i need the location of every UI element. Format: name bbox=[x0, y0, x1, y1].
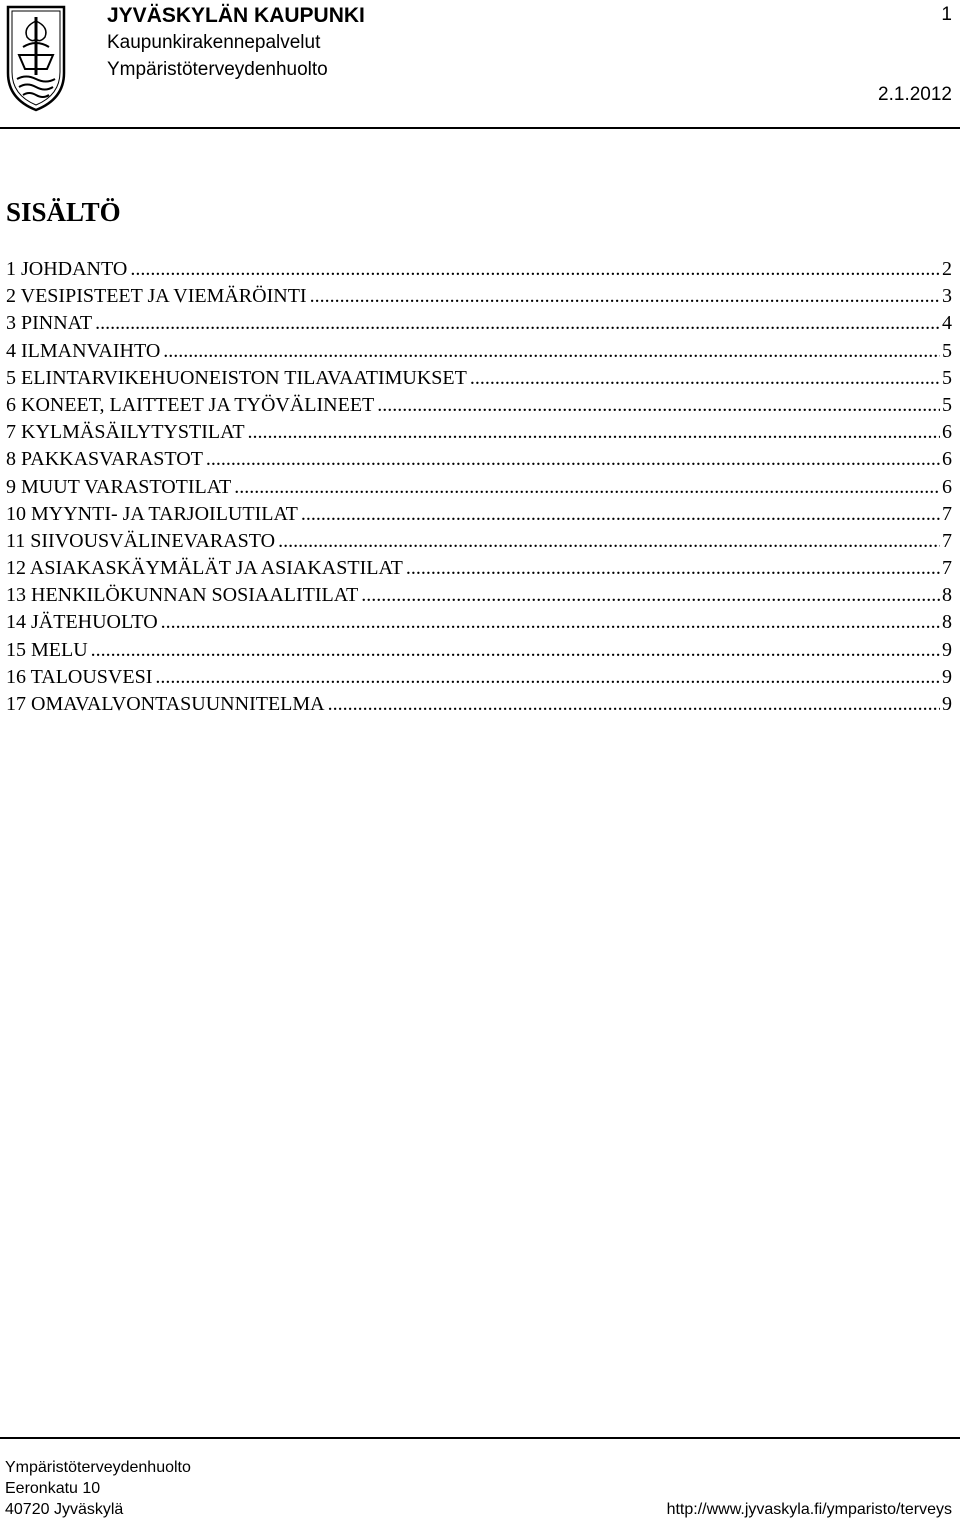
toc-entry-page: 5 bbox=[942, 366, 952, 389]
toc-entry-label: 7 KYLMÄSÄILYTYSTILAT bbox=[6, 421, 245, 444]
toc-entry[interactable] bbox=[6, 365, 952, 392]
unit-name: Ympäristöterveydenhuolto bbox=[107, 59, 328, 80]
toc-dot-leader bbox=[278, 528, 940, 555]
toc-entry[interactable] bbox=[6, 609, 952, 636]
toc-dot-leader bbox=[470, 365, 940, 392]
page-header bbox=[0, 0, 960, 128]
toc-entry[interactable] bbox=[6, 582, 952, 609]
toc-entry[interactable] bbox=[6, 691, 952, 718]
toc-entry-label: 8 PAKKASVARASTOT bbox=[6, 448, 203, 471]
document-date: 2.1.2012 bbox=[878, 84, 952, 105]
footer-postal: 40720 Jyväskylä bbox=[5, 1501, 124, 1518]
toc-entry-label: 4 ILMANVAIHTO bbox=[6, 339, 161, 362]
toc-dot-leader bbox=[248, 419, 940, 446]
toc-dot-leader bbox=[328, 691, 940, 718]
toc-entry-page: 5 bbox=[942, 393, 952, 416]
toc-entry-page: 9 bbox=[942, 693, 952, 715]
toc-entry-label: 1 JOHDANTO bbox=[6, 258, 128, 280]
page-footer bbox=[5, 1457, 952, 1520]
toc-entry[interactable] bbox=[6, 474, 952, 501]
toc-dot-leader bbox=[95, 310, 940, 337]
toc-dot-leader bbox=[361, 582, 940, 609]
organization-block bbox=[107, 3, 365, 83]
toc-entry[interactable] bbox=[6, 528, 952, 555]
toc-entry-label: 9 MUUT VARASTOTILAT bbox=[6, 475, 232, 498]
toc-entry-page: 7 bbox=[942, 502, 952, 525]
toc-entry[interactable] bbox=[6, 637, 952, 664]
toc-entry-page: 8 bbox=[942, 584, 952, 607]
toc-entry-label: 10 MYYNTI- JA TARJOILUTILAT bbox=[6, 502, 298, 525]
toc-entry-label: 14 JÄTEHUOLTO bbox=[6, 611, 158, 634]
toc-dot-leader bbox=[163, 338, 940, 365]
footer-divider bbox=[0, 1437, 960, 1439]
toc-entry-label: 2 VESIPISTEET JA VIEMÄRÖINTI bbox=[6, 285, 307, 308]
toc-entry-label: 16 TALOUSVESI bbox=[6, 665, 153, 688]
toc-entry-label: 5 ELINTARVIKEHUONEISTON TILAVAATIMUKSET bbox=[6, 366, 467, 389]
toc-entry[interactable] bbox=[6, 664, 952, 691]
toc-dot-leader bbox=[155, 664, 940, 691]
toc-entry[interactable] bbox=[6, 256, 952, 283]
toc-entry-page: 7 bbox=[942, 557, 952, 580]
toc-entry-label: 17 OMAVALVONTASUUNNITELMA bbox=[6, 693, 325, 715]
toc-dot-leader bbox=[406, 555, 940, 582]
toc-entry-page: 9 bbox=[942, 665, 952, 688]
table-of-contents bbox=[6, 256, 952, 718]
toc-entry[interactable] bbox=[6, 392, 952, 419]
toc-entry-page: 5 bbox=[942, 339, 952, 362]
toc-entry-page: 3 bbox=[942, 285, 952, 308]
toc-entry-page: 8 bbox=[942, 611, 952, 634]
toc-entry[interactable] bbox=[6, 310, 952, 337]
department-name: Kaupunkirakennepalvelut bbox=[107, 32, 321, 53]
toc-entry[interactable] bbox=[6, 419, 952, 446]
toc-dot-leader bbox=[310, 283, 940, 310]
toc-entry[interactable] bbox=[6, 446, 952, 473]
toc-entry-page: 6 bbox=[942, 475, 952, 498]
toc-entry-page: 9 bbox=[942, 638, 952, 661]
toc-entry[interactable] bbox=[6, 555, 952, 582]
toc-entry-page: 6 bbox=[942, 421, 952, 444]
toc-dot-leader bbox=[377, 392, 940, 419]
organization-name: JYVÄSKYLÄN KAUPUNKI bbox=[107, 4, 365, 27]
toc-entry-page: 6 bbox=[942, 448, 952, 471]
toc-dot-leader bbox=[301, 501, 940, 528]
toc-entry-page: 7 bbox=[942, 529, 952, 552]
toc-entry-label: 15 MELU bbox=[6, 638, 88, 661]
footer-url-link[interactable]: http://www.jyvaskyla.fi/ymparisto/terveys bbox=[666, 1501, 952, 1518]
toc-entry-label: 3 PINNAT bbox=[6, 312, 93, 335]
toc-dot-leader bbox=[161, 609, 940, 636]
city-crest-logo bbox=[5, 3, 67, 113]
footer-unit: Ympäristöterveydenhuolto bbox=[5, 1459, 191, 1476]
toc-entry-label: 6 KONEET, LAITTEET JA TYÖVÄLINEET bbox=[6, 393, 375, 416]
toc-entry[interactable] bbox=[6, 501, 952, 528]
page-number: 1 bbox=[941, 4, 952, 25]
toc-entry-label: 11 SIIVOUSVÄLINEVARASTO bbox=[6, 529, 276, 552]
toc-entry[interactable] bbox=[6, 283, 952, 310]
footer-street: Eeronkatu 10 bbox=[5, 1480, 101, 1497]
toc-dot-leader bbox=[91, 637, 940, 664]
toc-dot-leader bbox=[130, 256, 940, 283]
toc-entry-label: 13 HENKILÖKUNNAN SOSIAALITILAT bbox=[6, 584, 359, 607]
toc-dot-leader bbox=[206, 446, 940, 473]
toc-title: SISÄLTÖ bbox=[6, 197, 121, 227]
toc-entry[interactable] bbox=[6, 338, 952, 365]
toc-entry-label: 12 ASIAKASKÄYMÄLÄT JA ASIAKASTILAT bbox=[6, 557, 403, 580]
toc-dot-leader bbox=[234, 474, 940, 501]
toc-entry-page: 2 bbox=[942, 258, 952, 280]
toc-entry-page: 4 bbox=[942, 312, 952, 335]
header-divider bbox=[0, 127, 960, 129]
